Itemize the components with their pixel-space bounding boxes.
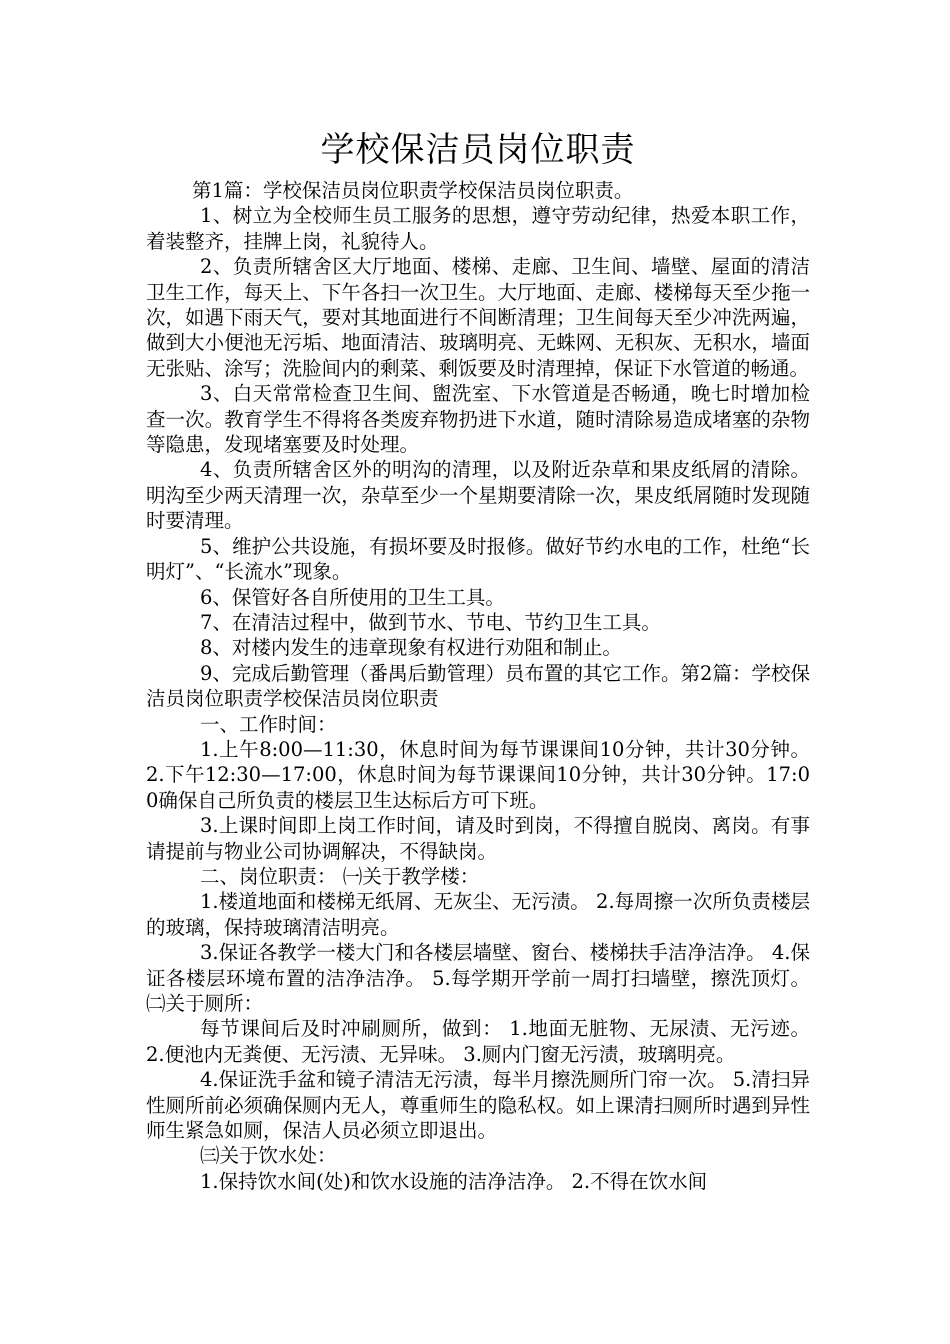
section-heading-duties: 二、岗位职责： ㈠关于教学楼：: [200, 864, 480, 888]
paragraph-duty-1: 1、树立为全校师生员工服务的思想，遵守劳动纪律，热爱本职工作，着装整齐，挂牌上岗，礼貌待人。: [146, 204, 810, 253]
paragraph-attendance: 3.上课时间即上岗工作时间，请及时到岗，不得擅自脱岗、离岗。有事请提前与物业公司协调解决，不得缺岗。: [146, 814, 810, 863]
paragraph-duty-6: 6、保管好各自所使用的卫生工具。: [200, 585, 505, 609]
document-page: [146, 126, 810, 1194]
section-heading-water: ㈢关于饮水处：: [200, 1144, 337, 1168]
paragraph-duty-4: 4、负责所辖舍区外的明沟的清理，以及附近杂草和果皮纸屑的清除。明沟至少两天清理一次，杂草至少一个星期要清除一次，果皮纸屑随时发现随时要清理。: [146, 458, 810, 533]
paragraph-intro: 第1篇：学校保洁员岗位职责学校保洁员岗位职责。: [192, 179, 634, 202]
paragraph-toilet-1: 每节课间后及时冲刷厕所，做到： 1.地面无脏物、无尿渍、无污迹。 2.便池内无粪便、无污渍、无异味。 3.厕内门窗无污渍，玻璃明亮。: [146, 1017, 810, 1066]
paragraph-duty-5: 5、维护公共设施，有损坏要及时报修。做好节约水电的工作，杜绝“长明灯”、“长流水”现象。: [146, 534, 810, 584]
paragraph-duty-3: 3、白天常常检查卫生间、盥洗室、下水管道是否畅通，晚七时增加检查一次。教育学生不得将各类废弃物扔进下水道，随时清除易造成堵塞的杂物等隐患，发现堵塞要及时处理。: [146, 382, 810, 457]
paragraph-water-1: 1.保持饮水间(处)和饮水设施的洁净洁净。 2.不得在饮水间: [200, 1169, 708, 1193]
paragraph-duty-8: 8、对楼内发生的违章现象有权进行劝阻和制止。: [200, 636, 622, 660]
section-heading-work-time: 一、工作时间：: [200, 712, 337, 736]
paragraph-work-time: 1.上午8:00—11:30，休息时间为每节课课间10分钟，共计30分钟。 2.下午12:30—17:00，休息时间为每节课课间10分钟，共计30分钟。17:00确保自己所负责的楼层卫生达标后方可下班。: [146, 737, 810, 812]
paragraph-toilet-2: 4.保证洗手盆和镜子清洁无污渍，每半月擦洗厕所门帘一次。 5.清扫异性厕所前必须确保厕内无人，尊重师生的隐私权。如上课清扫厕所时遇到异性师生紧急如厕，保洁人员必须立即退出。: [146, 1068, 810, 1143]
paragraph-duty-2: 2、负责所辖舍区大厅地面、楼梯、走廊、卫生间、墙壁、屋面的清洁卫生工作，每天上、下午各扫一次卫生。大厅地面、走廊、楼梯每天至少拖一次，如遇下雨天气，要对其地面进行不间断清理；卫生间每天至少冲洗两遍，做到大小便池无污垢、地面清洁、玻璃明亮、无蛛网、无积灰、无积水，墙面无张贴、涂写；洗脸间内的剩菜、剩饭要及时清理掉，保证下水管道的畅通。: [146, 255, 810, 380]
paragraph-duty-7: 7、在清洁过程中，做到节水、节电、节约卫生工具。: [200, 610, 661, 634]
paragraph-teaching-building-1: 1.楼道地面和楼梯无纸屑、无灰尘、无污渍。 2.每周擦一次所负责楼层的玻璃，保持玻璃清洁明亮。: [146, 890, 810, 939]
paragraph-duty-9: 9、完成后勤管理（番禺后勤管理）员布置的其它工作。第2篇：学校保洁员岗位职责学校保洁员岗位职责: [146, 661, 810, 711]
document-title: 学校保洁员岗位职责: [320, 130, 636, 170]
paragraph-teaching-building-2: 3.保证各教学一楼大门和各楼层墙壁、窗台、楼梯扶手洁净洁净。 4.保证各楼层环境布置的洁净洁净。 5.每学期开学前一周打扫墙壁，擦洗顶灯。 ㈡关于厕所：: [146, 941, 810, 1015]
